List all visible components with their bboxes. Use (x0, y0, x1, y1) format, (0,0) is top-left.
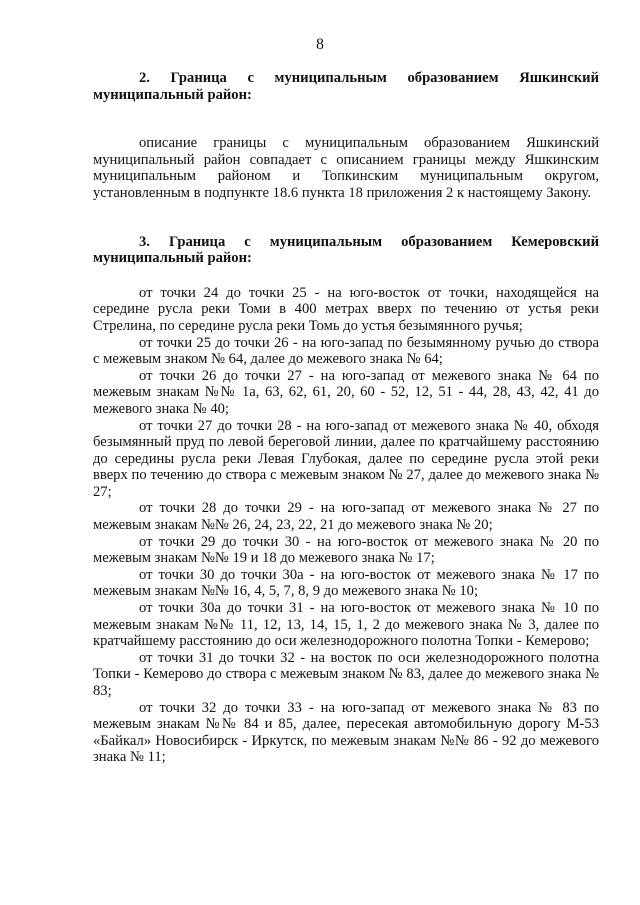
page-number: 8 (316, 36, 324, 53)
boundary-segment-29-30: от точки 29 до точки 30 - на юго-восток от межевого знака № 20 по межевым знакам №№ 19 и 18 до межевого знака № 17; (93, 533, 599, 567)
boundary-segment-25-26: от точки 25 до точки 26 - на юго-запад по безымянному ручью до створа с межевым знаком № 64, далее до межевого знака № 64; (93, 334, 599, 368)
boundary-segment-32-33: от точки 32 до точки 33 - на юго-запад от межевого знака № 83 по межевым знакам №№ 84 и 85, далее, пересекая автомобильную дорогу М-53 «Байкал» Новосибирск - Иркутск, по межевым знакам №№ 86 - 92 до межевого знака № 11; (93, 699, 599, 766)
section-2-paragraph: описание границы с муниципальным образованием Яшкинский муниципальный район совпадает с описанием границы между Яшкинским муниципальным районом и Топкинским муниципальным округом, установленным в подпункте 18.6 пункта 18 приложения 2 к настоящему Закону. (93, 135, 599, 201)
boundary-segment-30a-31: от точки 30а до точки 31 - на юго-восток от межевого знака № 10 по межевым знакам №№ 11, 12, 13, 14, 15, 1, 2 до межевого знака № 3, далее по кратчайшему расстоянию до оси железнодорожного полотна Топки - Кемерово; (93, 600, 599, 650)
boundary-segment-30-30a: от точки 30 до точки 30а - на юго-восток от межевого знака № 17 по межевым знакам №№ 16, 4, 5, 7, 8, 9 до межевого знака № 10; (93, 566, 599, 600)
boundary-segment-28-29: от точки 28 до точки 29 - на юго-запад от межевого знака № 27 по межевым знакам №№ 26, 24, 23, 22, 21 до межевого знака № 20; (93, 500, 599, 534)
boundary-segment-24-25: от точки 24 до точки 25 - на юго-восток от точки, находящейся на середине русла реки Томи в 400 метрах вверх по течению от устья реки Стрелина, по середине русла реки Томь до устья безымянного ручья; (93, 284, 599, 334)
boundary-segment-31-32: от точки 31 до точки 32 - на восток по оси железнодорожного полотна Топки - Кемерово до створа с межевым знаком № 83, далее до межевого знака № 83; (93, 649, 599, 699)
section-heading-2: 2. Граница с муниципальным образованием Яшкинский муниципальный район: (93, 70, 599, 103)
section-heading-3: 3. Граница с муниципальным образованием Кемеровский муниципальный район: (93, 233, 599, 267)
boundary-segment-27-28: от точки 27 до точки 28 - на юго-запад от межевого знака № 40, обходя безымянный пруд по левой береговой линии, далее по кратчайшему расстоянию до середины русла реки Левая Глубокая, далее по середине русла этой реки вверх по течению до створа с межевым знаком № 27, далее до межевого знака № 27; (93, 417, 599, 500)
boundary-segment-26-27: от точки 26 до точки 27 - на юго-запад от межевого знака № 64 по межевым знакам №№ 1а, 63, 62, 61, 20, 60 - 52, 12, 51 - 44, 28, 43, 42, 41 до межевого знака № 40; (93, 367, 599, 417)
document-body (93, 70, 599, 766)
